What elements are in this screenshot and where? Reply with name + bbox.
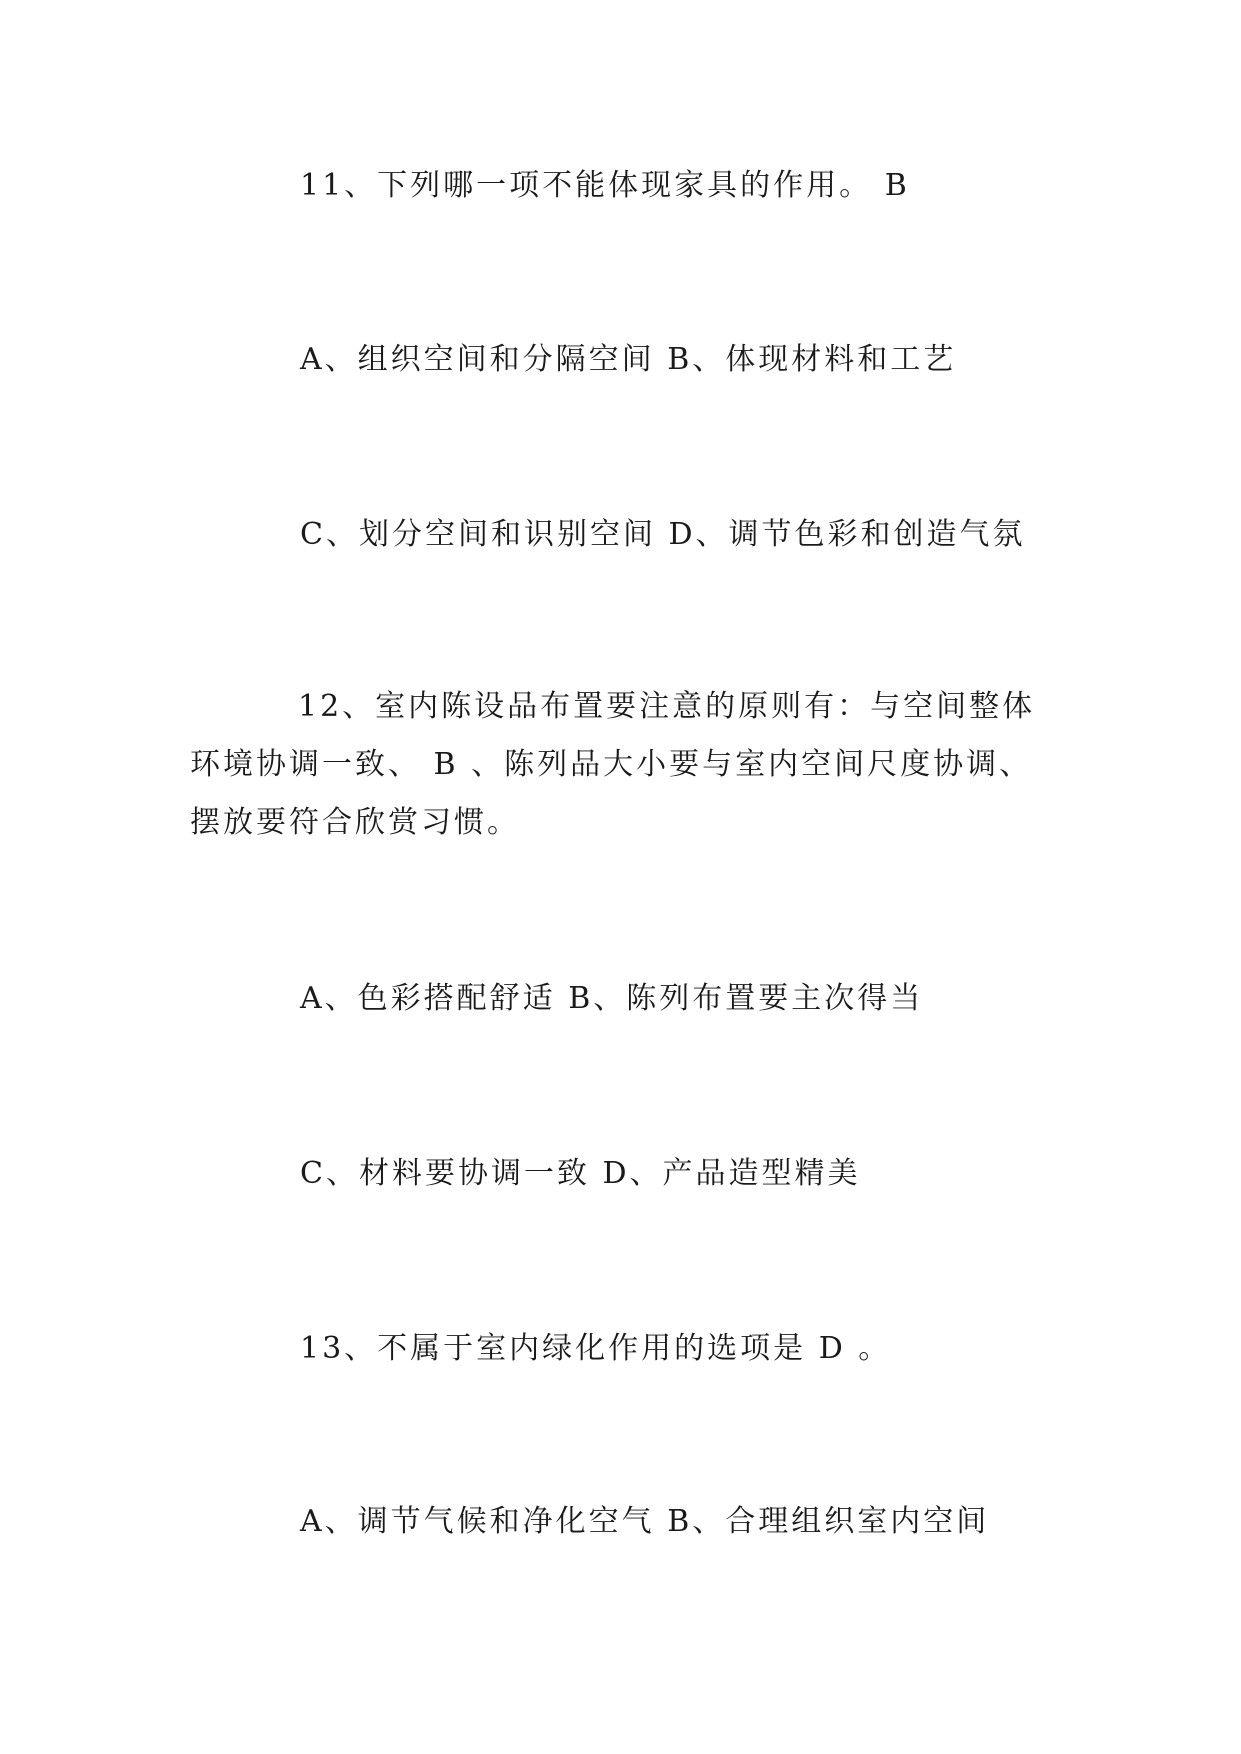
question-11-options-ab: A、组织空间和分隔空间 B、体现材料和工艺 — [300, 342, 957, 377]
question-12-options-ab: A、色彩搭配舒适 B、陈列布置要主次得当 — [300, 981, 924, 1016]
question-11-stem: 11、下列哪一项不能体现家具的作用。 B — [300, 168, 910, 203]
question-13-stem: 13、不属于室内绿化作用的选项是 D 。 — [300, 1331, 892, 1366]
question-11-options-cd: C、划分空间和识别空间 D、调节色彩和创造气氛 — [300, 517, 1026, 552]
question-12-stem: 12、室内陈设品布置要注意的原则有：与空间整体环境协调一致、 B 、陈列品大小要与室内空间尺度协调、摆放要符合欣赏习惯。 — [190, 689, 1036, 840]
question-12-options-cd: C、材料要协调一致 D、产品造型精美 — [300, 1156, 861, 1191]
question-13-options-ab: A、调节气候和净化空气 B、合理组织室内空间 — [300, 1504, 990, 1539]
